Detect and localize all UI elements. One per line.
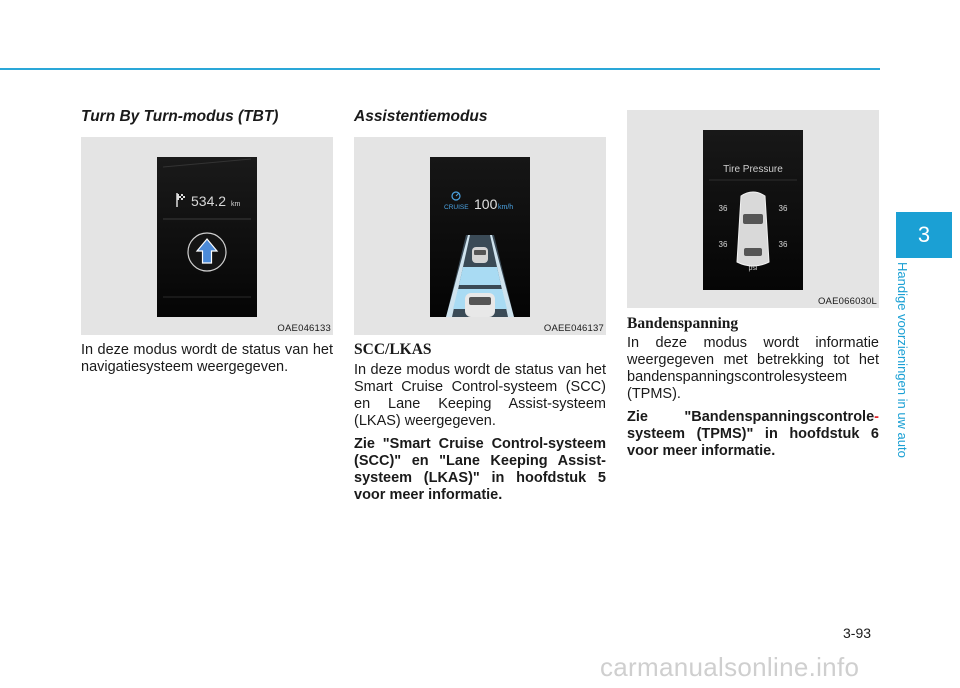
tbt-distance: 534.2 (191, 193, 227, 209)
chapter-label-text: Handige voorzieningen in uw auto (895, 262, 910, 458)
tpms-body (627, 335, 879, 466)
tbt-screen (157, 157, 257, 317)
assist-screen-graphic (430, 157, 530, 317)
top-rule (0, 68, 880, 70)
tire-fl-value: 36 (718, 204, 728, 213)
lead-car-icon (472, 247, 488, 263)
tbt-body-text: In deze modus wordt de status van het navigatiesysteem weergegeven. (81, 342, 333, 375)
page-number: 3-93 (843, 625, 872, 641)
flag-icon (177, 193, 185, 207)
cruise-speed: 100 (474, 196, 498, 212)
tbt-title: Turn By Turn-modus (TBT) (81, 108, 279, 125)
chapter-label (895, 262, 922, 484)
tpms-note-end: systeem (TPMS)" in hoofdstuk 6 voor meer informatie. (627, 426, 879, 459)
scc-lkas-heading: SCC/LKAS (354, 341, 432, 358)
tbt-figure (81, 137, 333, 335)
assist-body-text: In deze modus wordt de status van het Smart Cruise Control-systeem (SCC) en Lane Keeping Assist-systeem (LKAS) weergegeven. (354, 362, 606, 429)
assist-figure-code: OAEE046137 (543, 323, 604, 334)
cruise-label: CRUISE (444, 204, 469, 211)
tbt-distance-unit: km (231, 201, 241, 208)
tpms-figure (627, 110, 879, 308)
own-car-icon (465, 293, 495, 317)
tpms-screen-graphic (703, 130, 803, 290)
tpms-heading: Bandenspanning (627, 315, 739, 332)
assist-body (354, 362, 606, 510)
watermark: carmanualsonline.info (600, 652, 860, 682)
assist-figure (354, 137, 606, 335)
assist-note: Zie "Smart Cruise Control-systeem (SCC)" en "Lane Keeping Assist-systeem (LKAS)" in hoofdstuk 5 voor meer informatie. (354, 436, 606, 503)
assist-screen (430, 157, 530, 317)
tpms-screen-title: Tire Pressure (723, 164, 783, 175)
tpms-note (627, 409, 879, 460)
car-top-view-icon (737, 192, 769, 266)
tire-rl-value: 36 (718, 240, 728, 249)
cruise-icon (452, 192, 460, 200)
tpms-body-text: In deze modus wordt informatie weergegeven met betrekking tot het bandenspanningscontrolesysteem (TPMS). (627, 335, 879, 402)
tire-fr-value: 36 (778, 204, 788, 213)
tbt-screen-graphic (157, 157, 257, 317)
tbt-figure-code: OAE046133 (277, 323, 331, 334)
tire-rr-value: 36 (778, 240, 788, 249)
cruise-speed-unit: km/h (498, 204, 514, 211)
tpms-note-start: Zie "Bandenspanningscontrole (627, 409, 875, 425)
tpms-note-hyphen: - (874, 409, 879, 425)
tbt-body (81, 342, 333, 382)
assist-title: Assistentiemodus (354, 108, 488, 125)
tpms-unit: psi (748, 265, 758, 272)
tpms-screen (703, 130, 803, 290)
tpms-figure-code: OAE066030L (817, 296, 877, 307)
chapter-tab: 3 (896, 212, 952, 258)
